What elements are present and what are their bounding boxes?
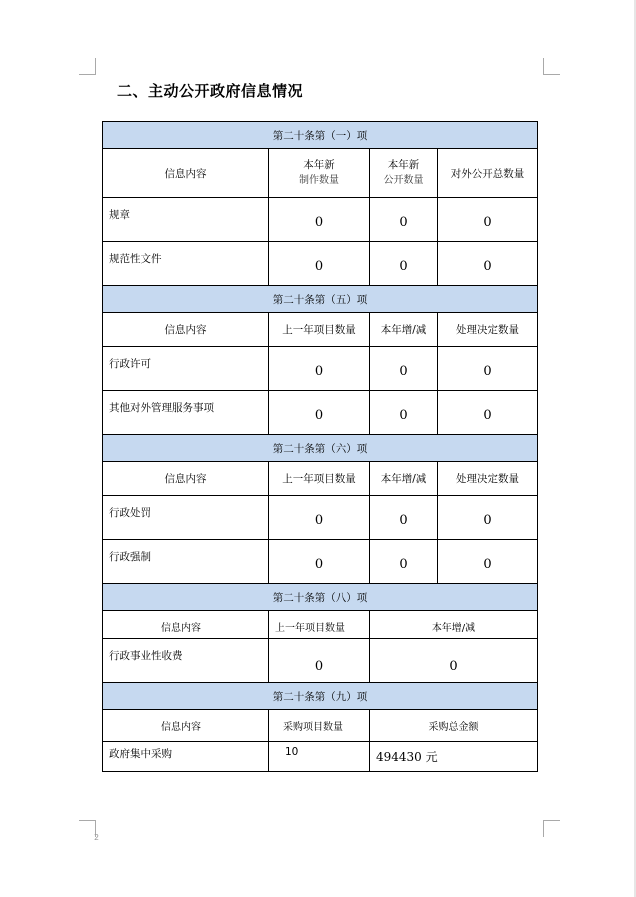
- section-title-row: [103, 286, 538, 313]
- cell-value: 0: [269, 540, 370, 584]
- header-change: 本年增/减: [370, 313, 438, 347]
- header-content: 信息内容: [103, 313, 269, 347]
- cell-value: 494430 元: [370, 742, 538, 772]
- cell-value: 0: [370, 391, 438, 435]
- table-row: [103, 391, 538, 435]
- header-content: 信息内容: [103, 710, 269, 742]
- header-decisions: 处理决定数量: [438, 313, 538, 347]
- row-label: 行政处罚: [103, 496, 269, 540]
- cell-value: 10: [269, 742, 370, 772]
- section-title: 第二十条第（五）项: [103, 286, 538, 313]
- cell-value: 0: [370, 540, 438, 584]
- cell-value: 0: [370, 198, 438, 242]
- section-heading: 二、主动公开政府信息情况: [117, 82, 304, 100]
- header-row: [103, 313, 538, 347]
- header-prev-year-count: 上一年项目数量: [269, 462, 370, 496]
- cell-value: 0: [269, 347, 370, 391]
- header-purchase-amount: 采购总金额: [370, 710, 538, 742]
- section-title-row: [103, 683, 538, 710]
- header-line: 本年新: [303, 159, 335, 171]
- row-label: 行政许可: [103, 347, 269, 391]
- section-title: 第二十条第（八）项: [103, 584, 538, 611]
- header-line: 公开数量: [383, 175, 424, 186]
- cell-value: 0: [269, 198, 370, 242]
- row-label: 行政强制: [103, 540, 269, 584]
- header-row: [103, 462, 538, 496]
- header-total-published: 对外公开总数量: [438, 149, 538, 198]
- row-label: 行政事业性收费: [103, 639, 269, 683]
- cell-value: 0: [269, 391, 370, 435]
- cell-value: 0: [438, 198, 538, 242]
- table-row: [103, 198, 538, 242]
- section-title-row: [103, 584, 538, 611]
- table-row: [103, 540, 538, 584]
- crop-mark-bottom-right: [543, 820, 560, 837]
- header-purchase-count: 采购项目数量: [269, 710, 370, 742]
- cell-value: 0: [438, 242, 538, 286]
- section-title: 第二十条第（六）项: [103, 435, 538, 462]
- cell-value: 0: [438, 347, 538, 391]
- header-content: 信息内容: [103, 149, 269, 198]
- cell-value: 0: [269, 496, 370, 540]
- table-row: [103, 742, 538, 772]
- row-label: 规范性文件: [103, 242, 269, 286]
- table-row: [103, 347, 538, 391]
- header-prev-year-count: 上一年项目数量: [269, 611, 370, 639]
- row-label: 其他对外管理服务事项: [103, 391, 269, 435]
- cell-value: 0: [438, 496, 538, 540]
- table-row: [103, 242, 538, 286]
- page-number: 2: [94, 833, 100, 842]
- header-line: 制作数量: [299, 175, 339, 186]
- table-row: [103, 496, 538, 540]
- header-row: [103, 710, 538, 742]
- header-content: 信息内容: [103, 462, 269, 496]
- crop-mark-top-left: [79, 58, 96, 75]
- cell-value: 0: [438, 540, 538, 584]
- row-label: 规章: [103, 198, 269, 242]
- table-row: [103, 639, 538, 683]
- cell-value: 0: [370, 639, 538, 683]
- cell-value: 0: [269, 639, 370, 683]
- section-title: 第二十条第（一）项: [103, 122, 538, 149]
- section-title-row: [103, 435, 538, 462]
- row-label: 政府集中采购: [103, 742, 269, 772]
- cell-value: 0: [370, 347, 438, 391]
- header-change: 本年增/减: [370, 611, 538, 639]
- header-new-produced: [269, 149, 370, 198]
- header-row: [103, 611, 538, 639]
- header-content: 信息内容: [103, 611, 269, 639]
- header-line: 本年新: [387, 159, 420, 171]
- header-change: 本年增/减: [370, 462, 438, 496]
- cell-value: 0: [438, 391, 538, 435]
- section-title: 第二十条第（九）项: [103, 683, 538, 710]
- cell-value: 0: [370, 242, 438, 286]
- header-row: [103, 149, 538, 198]
- cell-value: 0: [370, 496, 438, 540]
- header-new-published: [370, 149, 438, 198]
- disclosure-table: [102, 121, 538, 772]
- header-decisions: 处理决定数量: [438, 462, 538, 496]
- crop-mark-top-right: [543, 58, 560, 75]
- cell-value: 0: [269, 242, 370, 286]
- header-prev-year-count: 上一年项目数量: [269, 313, 370, 347]
- section-title-row: [103, 122, 538, 149]
